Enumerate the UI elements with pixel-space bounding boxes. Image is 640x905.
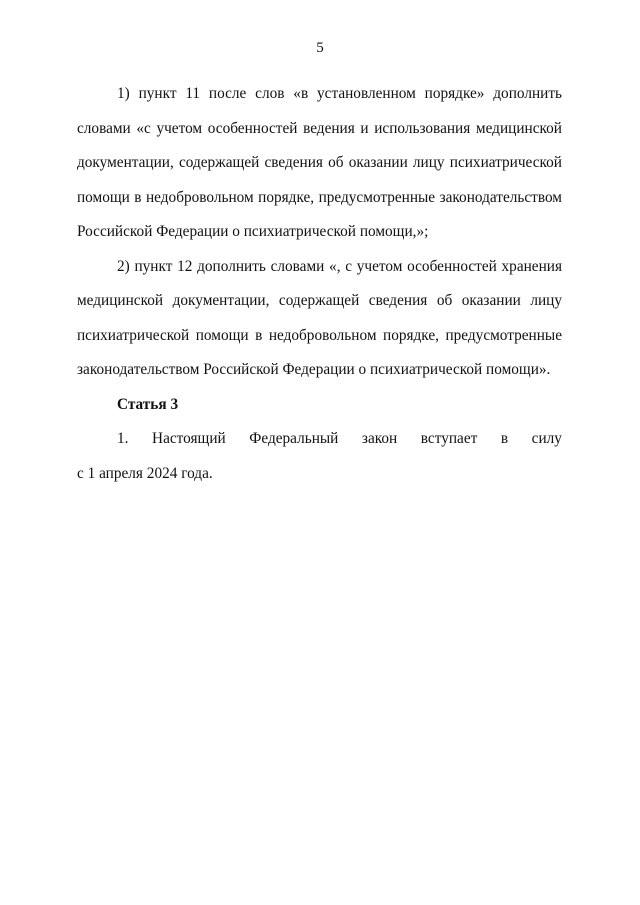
paragraph-line: помощи в недобровольном порядке, предусмотренные законодательством bbox=[77, 188, 562, 206]
article-item-word: Настоящий bbox=[152, 430, 226, 447]
article-item-word: вступает bbox=[420, 430, 478, 447]
paragraph-line: 2) пункт 12 дополнить словами «, с учетом особенностей хранения bbox=[117, 257, 562, 275]
article-item-word: закон bbox=[361, 430, 398, 447]
article-item-word: в bbox=[500, 430, 509, 447]
article-item-word: Федеральный bbox=[249, 430, 339, 447]
paragraph-line: медицинской документации, содержащей сведения об оказании лицу bbox=[77, 292, 562, 309]
article-item-word: 1. bbox=[117, 430, 129, 447]
article-item-line bbox=[77, 422, 562, 457]
paragraph-line: 1) пункт 11 после слов «в установленном порядке» дополнить bbox=[117, 85, 562, 102]
paragraph-line: законодательством Российской Федерации о психиатрической помощи». bbox=[77, 361, 551, 378]
paragraph-item-2 bbox=[77, 250, 562, 388]
page-number: 5 bbox=[316, 40, 324, 56]
paragraph-line: документации, содержащей сведения об оказании лицу психиатрической bbox=[77, 154, 562, 171]
paragraph-line: словами «с учетом особенностей ведения и использования медицинской bbox=[77, 119, 562, 137]
paragraph-line: психиатрической помощи в недобровольном порядке, предусмотренные bbox=[77, 326, 562, 344]
article-heading: Статья 3 bbox=[117, 395, 179, 413]
paragraph-line: Российской Федерации о психиатрической помощи,»; bbox=[77, 223, 429, 240]
article-item-word: силу bbox=[531, 430, 562, 447]
article-item-continuation: с 1 апреля 2024 года. bbox=[77, 464, 213, 482]
document-body bbox=[77, 77, 562, 491]
paragraph-item-1 bbox=[77, 77, 562, 250]
